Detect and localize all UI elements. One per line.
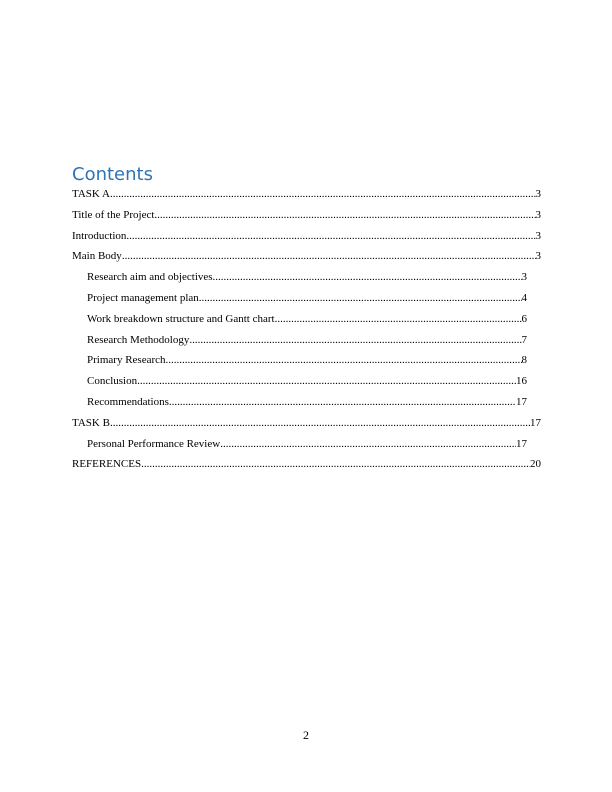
toc-entry-page: 7 bbox=[521, 333, 527, 346]
toc-dot-leader bbox=[166, 350, 522, 371]
toc-entry-project-management-plan[interactable] bbox=[72, 288, 527, 309]
toc-entry-page: 3 bbox=[535, 188, 541, 200]
toc-dot-leader bbox=[169, 392, 516, 413]
toc-entry-personal-performance-review[interactable] bbox=[72, 434, 527, 455]
toc-entry-work-breakdown-structure-and-gantt-chart[interactable] bbox=[72, 309, 527, 330]
toc-dot-leader bbox=[126, 226, 535, 247]
toc-entry-title-of-the-project[interactable] bbox=[72, 205, 541, 226]
toc-entry-text: Recommendations bbox=[87, 395, 169, 408]
toc-dot-leader bbox=[122, 246, 536, 267]
toc-heading: Contents bbox=[72, 164, 153, 185]
toc-dot-leader bbox=[189, 330, 521, 351]
toc-entry-introduction[interactable] bbox=[72, 226, 541, 247]
toc-dot-leader bbox=[220, 434, 516, 455]
toc-entry-page: 8 bbox=[521, 354, 527, 367]
toc-entry-references[interactable] bbox=[72, 454, 541, 475]
toc-dot-leader bbox=[154, 205, 535, 226]
toc-entry-task-b[interactable] bbox=[72, 413, 541, 434]
toc-entry-text: TASK B bbox=[72, 416, 110, 429]
toc-entry-page: 3 bbox=[521, 271, 527, 284]
toc-entry-page: 17 bbox=[516, 437, 527, 450]
toc-entry-text: TASK A bbox=[72, 188, 110, 200]
toc-entry-conclusion[interactable] bbox=[72, 371, 527, 392]
toc-entry-text: Personal Performance Review bbox=[87, 437, 221, 450]
toc-entry-task-a[interactable] bbox=[72, 184, 541, 205]
toc-entry-page: 6 bbox=[521, 312, 527, 325]
toc-entry-research-aim-and-objectives[interactable] bbox=[72, 267, 527, 288]
toc-entry-text: Project management plan bbox=[87, 291, 199, 304]
toc-entry-text: Research aim and objectives bbox=[87, 271, 213, 284]
toc-entry-text: Work breakdown structure and Gantt chart bbox=[87, 312, 275, 325]
toc-entry-page: 3 bbox=[535, 229, 541, 242]
toc-entry-page: 17 bbox=[530, 416, 541, 429]
toc-entry-primary-research[interactable] bbox=[72, 350, 527, 371]
toc-entry-page: 4 bbox=[521, 291, 527, 304]
toc-entry-main-body[interactable] bbox=[72, 246, 541, 267]
page-number: 2 bbox=[303, 728, 309, 742]
toc-entry-text: Research Methodology bbox=[87, 333, 190, 346]
toc-dot-leader bbox=[141, 454, 530, 475]
toc-dot-leader bbox=[110, 184, 536, 205]
toc-entry-text: Conclusion bbox=[87, 375, 138, 388]
toc-entry-text: Introduction bbox=[72, 229, 127, 242]
toc-entry-page: 17 bbox=[516, 395, 527, 408]
toc-entry-page: 16 bbox=[516, 375, 527, 388]
toc-entry-recommendations[interactable] bbox=[72, 392, 527, 413]
table-of-contents bbox=[72, 184, 541, 475]
toc-dot-leader bbox=[275, 309, 522, 330]
toc-entry-research-methodology[interactable] bbox=[72, 330, 527, 351]
toc-entry-text: Primary Research bbox=[87, 354, 166, 367]
toc-entry-text: REFERENCES bbox=[72, 458, 142, 471]
toc-entry-text: Title of the Project bbox=[72, 208, 155, 221]
toc-dot-leader bbox=[199, 288, 522, 309]
toc-dot-leader bbox=[137, 371, 516, 392]
toc-entry-page: 3 bbox=[535, 208, 541, 221]
toc-dot-leader bbox=[213, 267, 522, 288]
toc-dot-leader bbox=[110, 413, 530, 434]
toc-entry-text: Main Body bbox=[72, 250, 122, 263]
toc-entry-page: 3 bbox=[535, 250, 541, 263]
toc-entry-page: 20 bbox=[530, 458, 541, 471]
